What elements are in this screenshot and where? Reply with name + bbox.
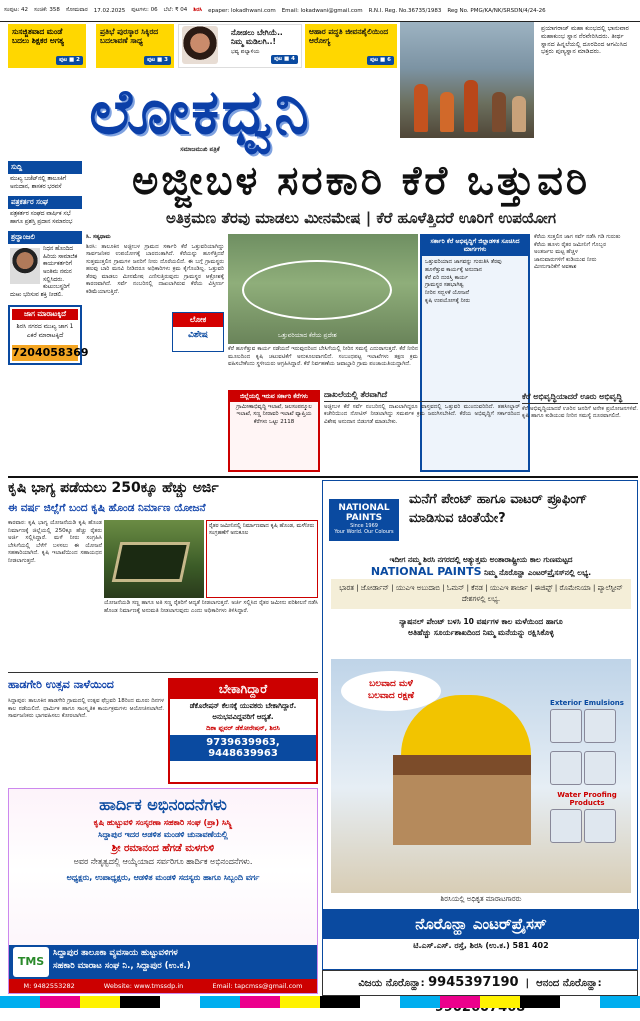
guideline-item: ಕೆರೆ ಏರಿ ದುರಸ್ತಿ ಕಾರ್ಯ [425,274,468,281]
np-brand: NATIONAL PAINTS [370,565,482,578]
lake-photo-caption: ಒತ್ತುವರಿಯಾದ ಕೆರೆಯ ಪ್ರದೇಶ [278,332,337,339]
tms-mobile[interactable]: M: 9482553282 [23,982,75,990]
paint-can [584,709,616,743]
lead-body-a: ಶಿರಸಿ: ತಾಲೂಕಿನ ಅಜ್ಜೀಬಳ ಗ್ರಾಮದ ಸರ್ಕಾರಿ ಕೆರೆ ಒತ್ತುವರಿಯಾಗಿದ್ದು ಸಾರ್ವಜನಿಕರ ಉಪಯೋಗಕ್ಕೆ ಬಾರದಂತಾಗಿದೆ. ಕೆರೆಯನ್ನು ಹೂಳೆತ್ತಿದರೆ ಸುತ್ತಮುತ್ತಲಿನ ಗ್ರಾಮಗಳ ಜನರಿಗೆ ನೀರು ದೊರೆಯಲಿದೆ. ಈ ಬಗ್ಗೆ ಗ್ರಾಮಸ್ಥರು ಹಲವು ಬಾರಿ ಮನವಿ ನೀಡಿದರೂ ಅಧಿಕಾರಿಗಳು ಕ್ರಮ ಕೈಗೊಂಡಿಲ್ಲ. ಒತ್ತುವರಿ ತೆರವು ಮಾಡಲು ಮೀನಮೇಷ ಎಣಿಸುತ್ತಿರುವುದು ಗ್ರಾಮಸ್ಥರ ಆಕ್ರೋಶಕ್ಕೆ ಕಾರಣವಾಗಿದೆ. ಸರ್ವೆ ನಂಬರಿನಲ್ಲಿ ದಾಖಲಾಗಿರುವ ಕೆರೆಯ ವಿಸ್ತೀರ್ಣ ಕಡಿಮೆಯಾಗುತ್ತಿದೆ. [86,243,224,295]
divider [8,476,638,478]
lead-column-a [86,234,224,472]
teaser-sub: ಭವ್ಯ ಪಲ್ಯಾಳಿಯ [231,49,260,55]
lead-body-b: ಕೆರೆ ಹೂಳೆತ್ತುವ ಕಾರ್ಯ ನಡೆಯದೆ ಇರುವುದರಿಂದ ಬೇಸಿಗೆಯಲ್ಲಿ ನೀರಿನ ಸಮಸ್ಯೆ ಎದುರಾಗುತ್ತದೆ. ಕೆರೆ ನೀರಿನ ಮೂಲದಿಂದ ಕೃಷಿ ಚಟುವಟಿಕೆಗೆ ಅನುಕೂಲವಾಗಲಿದೆ. ಸಂಬಂಧಪಟ್ಟ ಇಲಾಖೆಗಳು ತಕ್ಷಣ ಕ್ರಮ ವಹಿಸಬೇಕೆಂದು ಸ್ಥಳೀಯರು ಆಗ್ರಹಿಸಿದ್ದಾರೆ. ಕೆರೆ ನಿರ್ವಹಣೆಯ ಜವಾಬ್ದಾರಿ ಗ್ರಾಮ ಪಂಚಾಯತಿಯದ್ದಾಗಿದೆ. [228,346,418,368]
paint-can [584,751,616,785]
paint-cans [549,699,625,879]
obituary [8,244,82,301]
krishi-body-1: ಕಾರವಾರ: ಕೃಷಿ ಭಾಗ್ಯ ಯೋಜನೆಯಡಿ ಕೃಷಿ ಹೊಂಡ ನಿರ್ಮಾಣಕ್ಕೆ ಜಿಲ್ಲೆಯಲ್ಲಿ 250ಕ್ಕೂ ಹೆಚ್ಚು ರೈತರು ಅರ್ಜಿ ಸಲ್ಲಿಸಿದ್ದಾರೆ. ಮಳೆ ನೀರು ಸಂಗ್ರಹಿಸಿ ಬೇಸಿಗೆಯಲ್ಲಿ ಬೆಳೆಗೆ ಬಳಸಲು ಈ ಯೋಜನೆ ಸಹಕಾರಿಯಾಗಿದೆ. ಕೃಷಿ ಇಲಾಖೆಯಿಂದ ಸಹಾಯಧನ ನೀಡಲಾಗುತ್ತದೆ. [8,520,102,564]
national-paints-ad [322,480,638,970]
sidebar-text-2: ಪತ್ರಕರ್ತರ ಸಂಘದ ವಾರ್ಷಿಕ ಸಭೆ ಹಾಗೂ ಪ್ರಶಸ್ತಿ ಪ್ರದಾನ ಸಮಾರಂಭ [10,211,73,225]
kumbh-caption: ಪ್ರಯಾಗರಾಜ್ ಮಹಾ ಕುಂಭದಲ್ಲಿ ಭಾನುವಾರ ಮಹಾಕುಂಭ ಸ್ನಾನ ನೆರವೇರಿಸಿದರು. ತೀರ್ಥ ಸ್ನಾನದ ಹಿನ್ನಲೆಯಲ್ಲಿ ದೂರದಿಂದ ಆಗಮಿಸಿದ ಭಕ್ತರು ಪುಣ್ಯಸ್ನಾನ ಮಾಡಿದರು. [541,25,629,56]
land-ad-phone[interactable]: 7204058369 [12,345,78,361]
np-bubble-1: ಬಲವಾದ ಮಳೆ [369,679,413,689]
development-head: ಕೆರೆ ಅಭಿವೃದ್ಧಿಯಾದರೆ ಊರು ಅಭಿವೃದ್ಧಿ [522,392,638,404]
greeting-line-1: ಕೃಷಿ ಹುಟ್ಟುವಳಿ ಸಂಸ್ಕರಣಾ ಸಹಕಾರಿ ಸಂಘ (ಪ್ರಾ) ಸಿಸ್ಕ್ಲಿ [93,818,233,827]
wanted-phones[interactable]: 9739639963, 9448639963 [170,735,316,761]
land-ad-head: ಜಾಗ ಮಾರಾಟಕ್ಕಿದೆ [12,309,78,320]
np-protection-b: ಅತಿಹೆಚ್ಚು ಸೂರ್ಯಶಾಖದಿಂದ ನಿಮ್ಮ ಮನೆಯನ್ನು ರಕ್ಷಿಸಿಕೊಳ್ಳಿ [408,627,554,637]
np-dealer-label: ಶಿರಸಿಯಲ್ಲಿ ಅಧಿಕೃತ ಮಾರಾಟಗಾರರು [440,895,522,903]
np-bubble-2: ಬಲವಾದ ರಕ್ಷಣೆ [367,690,415,701]
benefit-item: ಜಾನುವಾರುಗಳಿಗೆ ಕುಡಿಯುವ ನೀರು [534,256,597,263]
paint-can [550,709,582,743]
habba-body: ಸಿದ್ದಾಪುರ: ತಾಲೂಕಿನ ಹಾಡಗೇರಿ ಗ್ರಾಮದಲ್ಲಿ ಉತ್ಸವ ಫೆಬ್ರವರಿ 18ರಿಂದ ಮೂರು ದಿನಗಳ ಕಾಲ ನಡೆಯಲಿದೆ. ಧಾರ್ಮಿಕ ಹಾಗೂ ಸಾಂಸ್ಕೃತಿಕ ಕಾರ್ಯಕ್ರಮಗಳು ಆಯೋಜಿಸಲಾಗಿದೆ. ಸಾರ್ವಜನಿಕರು ಭಾಗವಹಿಸಲು ಕೋರಲಾಗಿದೆ. [8,698,164,720]
pages: ಪುಟಗಳು: 06 [131,7,158,13]
benefit-item: ಅಂತರ್ಜಲ ಮಟ್ಟ ಹೆಚ್ಚಳ [534,249,578,256]
print-color-bar [0,996,640,1008]
national-paints-logo [329,499,399,541]
teaser-1[interactable] [8,24,86,68]
location: ಶಿರಸಿ [193,7,203,13]
greeting-ad [8,788,318,994]
teaser-page: ಪುಟ ■ 3 [144,56,171,65]
tms-logo: TMS [13,947,49,977]
guideline-item: ಹೂಳೆತ್ತುವ ಕಾರ್ಯಕ್ಕೆ ಅನುದಾನ [425,266,482,273]
guideline-item: ಒತ್ತುವರಿಯಾದ ಜಾಗವನ್ನು ಗುರುತಿಸಿ ತೆರವು [425,259,502,265]
guideline-item: ಕೃಷಿ ಉಪಯೋಗಕ್ಕೆ ನೀರು [425,298,471,305]
np-visual [331,659,631,893]
wanted-head: ಬೇಕಾಗಿದ್ದಾರೆ [170,680,316,699]
tms-banner [9,945,317,979]
obituary-portrait [10,248,40,284]
np-protection [331,617,631,638]
np-label-waterproof: Water Proofing Products [557,791,617,807]
wanted-ad [168,678,318,784]
sidebar-head-2: ಪತ್ರಕರ್ತರ ಸಂಘ [8,196,82,209]
lead-byline: ಸಿ. ಸತ್ಯಧಾಮ [86,234,111,240]
habba-headline[interactable]: ಹಾಡಗೇರಿ ಉತ್ಸವ ನಾಳೆಯಿಂದ [8,678,114,691]
date: 17.02.2025 [93,7,126,14]
development-body: ಕೆರೆ ಅಭಿವೃದ್ಧಿಯಾದರೆ ಊರಿನ ಜನರಿಗೆ ಅನೇಕ ಪ್ರಯೋಜನಗಳಿವೆ. ಕೃಷಿ ಹಾಗೂ ಕುಡಿಯುವ ನೀರಿನ ಸಮಸ್ಯೆ ದೂರವಾಗಲಿದೆ. [522,405,638,420]
teaser-page: ಪುಟ ■ 4 [271,55,298,64]
masthead [4,66,396,158]
sidebar-head-1: ಸುದ್ದಿ [8,161,82,174]
krishi-body-2: ಯೋಜನೆಯಡಿ ಸಣ್ಣ ಹಾಗೂ ಅತಿ ಸಣ್ಣ ರೈತರಿಗೆ ಆದ್ಯತೆ ನೀಡಲಾಗುತ್ತದೆ. ಅರ್ಜಿ ಸಲ್ಲಿಸಿದ ರೈತರ ಜಮೀನು ಪರಿಶೀಲನೆ ನಡೆಸಿ ಹೊಂಡ ನಿರ್ಮಾಣಕ್ಕೆ ಅನುಮತಿ ನೀಡಲಾಗುವುದು ಎಂದು ಅಧಿಕಾರಿಗಳು ತಿಳಿಸಿದ್ದಾರೆ. [104,600,318,614]
teaser-page: ಪುಟ ■ 6 [367,56,394,65]
highlight-ring [242,260,392,320]
np-since: Since 1969 [350,523,378,529]
teaser-text: ಸುಸಜ್ಜಿತವಾದ ಮಂಡೆ ಬದಲು ಶಿಕ್ಷಕರ ಅಗತ್ಯ [12,27,64,45]
guideline-item: ಗ್ರಾಮಸ್ಥರ ಸಹಭಾಗಿತ್ವ [425,282,464,289]
benefit-item: ಕೆರೆಯ ಸುತ್ತಲಿನ ಜಾಗ ಸರ್ವೆ ನಡೆಸಿ ಗಡಿ ಗುರುತು [534,234,621,240]
epaper[interactable]: epaper: lokadhwani.com [208,7,276,14]
greeting-line-5: ಅಧ್ಯಕ್ಷರು, ಉಪಾಧ್ಯಕ್ಷರು, ಆಡಳಿತ ಮಂಡಳಿ ಸದಸ್ಯರು ಹಾಗೂ ಸಿಬ್ಬಂದಿ ವರ್ಗ [66,873,260,882]
krishi-note: ರೈತರ ಜಮೀನಿನಲ್ಲಿ ನಿರ್ಮಾಣವಾದ ಕೃಷಿ ಹೊಂಡ, ಮಳೆನೀರು ಸಂಗ್ರಹಣೆಗೆ ಅನುಕೂಲ [206,520,318,598]
land-ad-text: ಶಿರಸಿ ನಗರದ ಮುಖ್ಯ ಜಾಗ 1 ಎಕರೆ ಮಾರಾಟಕ್ಕಿದೆ [16,323,74,339]
np-phone-2-label: ಆನಂದ ನೊರೊನ್ಹಾ: [536,978,602,989]
np-logo-word-2: PAINTS [345,513,383,523]
teaser-text: ಪ್ರತಿಭೆ ಪುರಸ್ಕಾರ ಸಿಕ್ಕಿರದ ಬದಲಾವಣೆ ಸಾಧ್ಯ [100,27,159,45]
farm-pond-photo [104,520,204,598]
badge-top: ಲೋಕ [173,313,223,327]
np-phones: ವಿಜಯ ನೊರೊನ್ಹಾ: 9945397190 | ಆನಂದ ನೊರೊನ್ಹಾ: [322,970,638,996]
reg-no: Reg No. PMG/KA/NK/SRSDN/4/24-26 [447,7,546,14]
paint-can [550,809,582,843]
development-story[interactable] [522,392,638,472]
np-phone-1-label: ವಿಜಯ ನೊರೊನ್ಹಾ: [358,978,425,989]
records-story[interactable] [324,390,520,472]
greeting-line-2: ಸಿದ್ದಾಪುರ ಇದರ ಆಡಳಿತ ಮಂಡಳಿ ಚುನಾವಣೆಯಲ್ಲಿ [98,830,228,839]
masthead-title: ಲೋಕಧ್ವನಿ [89,75,311,148]
paint-can [550,751,582,785]
teaser-2[interactable] [96,24,174,68]
tms-name-1: ಸಿದ್ದಾಪುರ ತಾಲೂಕಾ ವ್ಯವಸಾಯ ಹುಟ್ಟುವಳಿಗಳ [53,948,178,958]
np-logo-word-1: NATIONAL [338,503,390,513]
wanted-firm: ದಿಶಾ ಫ್ಲವರ್ ಡೆಕೋರೇಷನ್, ಶಿರಸಿ [206,724,280,732]
day: ಸೋಮವಾರ [65,7,88,13]
np-address: ಟಿ.ಎಸ್.ಎಸ್. ರಸ್ತೆ, ಶಿರಸಿ (ಉ.ಕ.) 581 402 [413,941,549,950]
paint-can [584,809,616,843]
wanted-text: ಡೆಕೊರೇಷನ್ ಕೆಲಸಕ್ಕೆ ಯುವಕರು ಬೇಕಾಗಿದ್ದಾರೆ. ಅನುಭವವಿದ್ದವರಿಗೆ ಆದ್ಯತೆ. [189,702,297,721]
tms-website[interactable]: Website: www.tmssdp.in [103,982,184,990]
np-label-exterior: Exterior Emulsions [550,699,624,707]
teaser-portrait-photo [182,26,218,64]
divider [8,672,318,673]
greeting-line-3: ಶ್ರೀ ರಮಾನಂದ ಹೆಗಡೆ ಮಳಗುಳಿ [111,843,215,854]
issue: ಸಂಚಿಕೆ: 358 [34,7,60,13]
lake-photo [228,234,418,344]
price: ಬೆಲೆ: ₹ 04 [163,7,188,13]
tms-contact [9,979,317,993]
lakes-count-head: ಜಿಲ್ಲೆಯಲ್ಲಿ ಇರುವ ಸರ್ಕಾರಿ ಕೆರೆಗಳು [230,392,318,402]
tms-name-2: ಸಹಕಾರಿ ಮಾರಾಟ ಸಂಘ ನಿ., ಸಿದ್ದಾಪುರ (ಉ.ಕ.) [53,960,191,971]
lead-headline[interactable]: ಅಜ್ಜೀಬಳ ಸರಕಾರಿ ಕೆರೆ ಒತ್ತುವರಿ [131,157,591,204]
greeting-line-4: ಅವರ ನೇತೃತ್ವದಲ್ಲಿ ಆಯ್ಕೆಯಾದ ಸರ್ವರಿಗೂ ಹಾರ್ದಿಕ ಅಭಿನಂದನೆಗಳು. [73,857,253,866]
tms-email[interactable]: Email: tapcmss@gmail.com [212,982,303,990]
benefit-item: ಕೆರೆಯ ಹೂಳು ರೈತರ ಜಮೀನಿಗೆ ಗೊಬ್ಬರ [534,241,607,248]
krishi-headline[interactable]: ಕೃಷಿ ಭಾಗ್ಯ ಪಡೆಯಲು 250ಕ್ಕೂ ಹೆಚ್ಚು ಅರ್ಜಿ [8,480,219,496]
lakes-count-text: ಗ್ರಾಮೀಣಾಭಿವೃದ್ಧಿ ಇಲಾಖೆ, ಜಲಸಂಪನ್ಮೂಲ ಇಲಾಖೆ, ಸಣ್ಣ ನೀರಾವರಿ ಇಲಾಖೆ ವ್ಯಾಪ್ತಿಯ ಕೆರೆಗಳು ಒಟ್ಟು 2118 [236,404,312,425]
left-sidebar [8,158,89,474]
sidebar-text-1: ಮುಖ್ಯ ಬಜೆಟ್‌ನಲ್ಲಿ ತಾಲೂಕಿಗೆ ಅನುದಾನ, ಶಾಸಕರ ಭರವಸೆ [10,176,67,190]
np-countries: ಭಾರತ | ಜೋರ್ಡಾನ್ | ಯುಎಇ ಅಬುದಾಬಿ | ಓಮನ್ | ಕೆನಡ | ಯುಎಇ ಶಾರ್ಜಾ | ಈಜಿಪ್ಟ್ | ರೊಮೇನಿಯಾ | ಪ್ಯಾಲೆಸ್ಟೀನ್ ದೇಶಗಳಲ್ಲಿ ಲಭ್ಯ. [331,579,631,609]
teaser-page: ಪುಟ ■ 2 [56,56,83,65]
rni: R.N.I. Reg. No.36735/1983 [368,7,442,14]
greeting-head: ಹಾರ್ದಿಕ ಅಭಿನಂದನೆಗಳು [99,795,227,814]
sidebar-head-3: ಶ್ರದ್ಧಾಂಜಲಿ [8,231,82,244]
np-intro-text: ಇದೀಗ ನಮ್ಮ ಶಿರಸಿ ನಗರದಲ್ಲಿ ಅತ್ಯುತ್ತಮ ಅಂತಾರಾಷ್ಟ್ರೀಯ ಕಾಲ ಗುಣಮಟ್ಟದ [389,555,573,564]
teaser-text: ಆಹಾರ ಪದ್ಧತಿ ಜೀವನಶೈಲಿಯಿಂದ ಆರೋಗ್ಯ [309,27,389,45]
badge-bottom: ವಿಶೇಷ [188,330,208,340]
lakes-count-box [228,390,320,472]
masthead-tagline: ಸಮಾಜಮುಖಿ ಪತ್ರಿಕೆ [180,146,220,153]
np-protection-a: ನ್ಯಾಷನಲ್ ಪೇಂಟ್ ಬಳಸಿ 10 ವರ್ಷಗಳ ಕಾಲ ಮಳೆಯಿಂದ ಹಾಗೂ [399,617,563,626]
email[interactable]: Email: lokadwani@gmail.com [281,7,363,14]
np-brand-tail: ನಿಮ್ಮ ನೊರೊನ್ಹಾ ಎಂಟರ್‌ಪ್ರೈಸಸ್‌ನಲ್ಲಿ ಲಭ್ಯ. [484,568,592,577]
np-firm-name: ನೊರೊನ್ಹಾ ಎಂಟರ್‌ಪ್ರೈಸಸ್ [323,909,639,939]
np-phone-1[interactable]: 9945397190 [428,975,519,990]
teaser-text: ನೋಡಲು ಬೇಗಿಯೆ.. ನಿಮ್ಮ ಮಡಿಲಗಿ..! [231,28,283,46]
records-body: ಅಜ್ಜೀಬಳ ಕೆರೆ ಸರ್ವೆ ನಂಬರಿನಲ್ಲಿ ದಾಖಲಾಗಿದ್ದರೂ ವಾಸ್ತವದಲ್ಲಿ ಒತ್ತುವರಿ ಮುಂದುವರಿದಿದೆ. ತಹಸೀಲ್ದಾರ್ ಕಚೇರಿಯಿಂದ ನೋಟಿಸ್ ನೀಡಲಾಗಿದ್ದು ಸಮರ್ಪಕ ಕ್ರಮ ಜರುಗಿಸಬೇಕಿದೆ. ಕೆರೆಯ ಅಭಿವೃದ್ಧಿಗೆ ಸರ್ಕಾರದಿಂದ ವಿಶೇಷ ಅನುದಾನ ಬಿಡುಗಡೆ ಮಾಡಬೇಕು. [324,403,520,425]
loka-vishesha-badge [172,312,224,352]
np-slogan: Your World. Our Colours [334,529,394,535]
records-head: ದಾಖಲೆಯಲ್ಲಿ ತೆರವಾಗಿದೆ [324,390,520,402]
benefit-item: ಮೀನುಗಾರಿಕೆಗೆ ಅವಕಾಶ [534,264,577,271]
np-intro [331,555,631,578]
land-sale-ad [8,305,89,365]
issue-info-bar [0,0,640,22]
house-illustration [393,775,531,845]
volume: ಸಂಪುಟ: 42 [4,7,29,13]
obituary-text: ನಿಧನ ಹೊಂದಿದ ಹಿರಿಯ ಸಾಮಾಜಿಕ ಕಾರ್ಯಕರ್ತರಿಗೆ ಅಂತಿಮ ನಮನ ಸಲ್ಲಿಸಿದರು. ಕುಟುಂಬಸ್ಥರಿಗೆ ದುಃಖ ಭರಿಸುವ ಶಕ್ತಿ ನೀಡಲಿ. [10,246,78,298]
kumbh-bathing-photo [400,22,534,138]
benefits-column [534,234,638,394]
teaser-4[interactable] [305,24,397,68]
lead-subhead: ಅತಿಕ್ರಮಣ ತೆರವು ಮಾಡಲು ಮೀನಮೇಷ | ಕೆರೆ ಹೂಳೆತ್ತಿದರೆ ಊರಿಗೆ ಉಪಯೋಗ [166,209,556,227]
krishi-subhead: ಈ ವರ್ಷ ಜಿಲ್ಲೆಗೆ ಬಂದ ಕೃಷಿ ಹೊಂಡ ನಿರ್ಮಾಣ ಯೋಜನೆ [8,502,206,514]
np-headline: ಮನೆಗೆ ಪೇಂಟ್ ಹಾಗೂ ವಾಟರ್ ಪ್ರೂಫಿಂಗ್ ಮಾಡಿಸುವ ಚಿಂತೆಯೇ? [409,492,588,526]
guideline-item: ನೀರಿನ ಸದ್ಬಳಕೆ ಯೋಜನೆ [425,290,470,297]
guidelines-head: ಸರ್ಕಾರಿ ಕೆರೆ ಅಭಿವೃದ್ಧಿಗೆ ಜಿಲ್ಲಾಡಳಿತ ಸೂಚಿಸಿದ ಮಾರ್ಗಗಳು [422,236,528,256]
